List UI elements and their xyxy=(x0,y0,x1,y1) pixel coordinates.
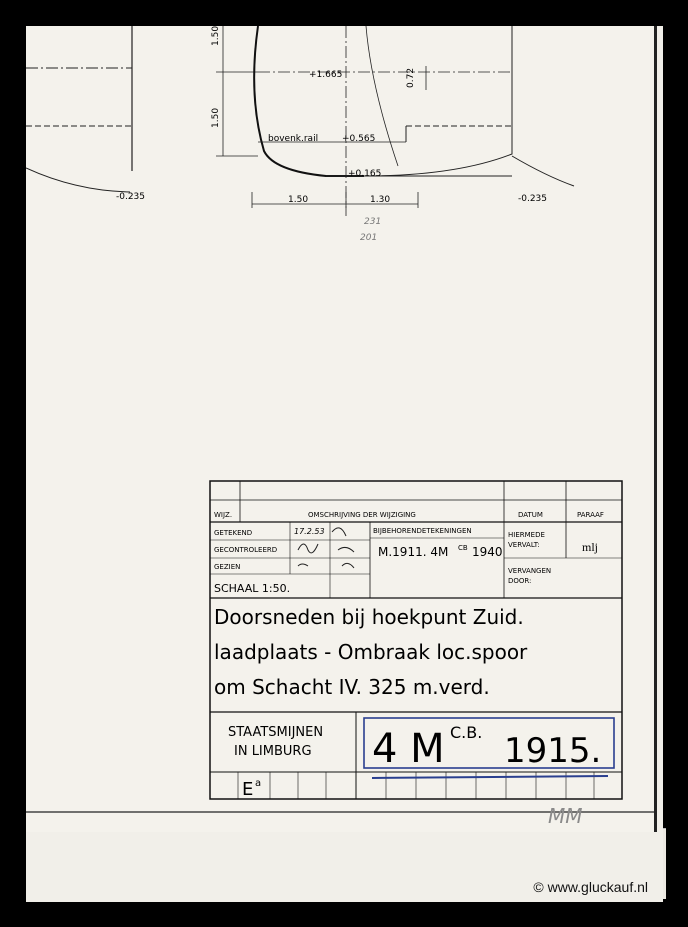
title-line-1: Doorsneden bij hoekpunt Zuid. xyxy=(214,605,524,629)
header-paraaf: PARAAF xyxy=(577,511,604,519)
label-hiermede: HIERMEDE xyxy=(508,531,545,539)
label-vervalt: VERVALT: xyxy=(508,541,540,549)
bijbehorende-value: M.1911. 4M xyxy=(378,545,449,559)
drawing-number-main: 4 M xyxy=(372,726,445,772)
title-block xyxy=(210,481,622,800)
label-schaal: SCHAAL 1:50. xyxy=(214,582,291,595)
dim-text: +0.165 xyxy=(348,169,382,179)
dim-text: 1.50 xyxy=(211,26,221,46)
sheet-code: E xyxy=(242,779,254,800)
label-gecontroleerd: GECONTROLEERD xyxy=(214,546,278,554)
pencil-note: 201 xyxy=(360,233,378,243)
dim-text: -0.235 xyxy=(116,192,146,202)
arc-right xyxy=(512,156,574,186)
title-line-2: laadplaats - Ombraak loc.spoor xyxy=(214,640,528,664)
header-omschrijving: OMSCHRIJVING DER WIJZIGING xyxy=(308,511,416,519)
pencil-note: 231 xyxy=(364,217,382,227)
label-vervangen: VERVANGEN xyxy=(508,567,552,575)
dim-text: +1.665 xyxy=(309,70,343,80)
bijbehorende-super: CB xyxy=(458,544,468,552)
arc-left xyxy=(26,168,130,192)
title-line-3: om Schacht IV. 325 m.verd. xyxy=(214,675,490,699)
drawing-number-super: C.B. xyxy=(450,723,483,742)
rail-label: bovenk.rail xyxy=(268,134,319,144)
label-door: DOOR: xyxy=(508,577,532,585)
header-wijz: WIJZ. xyxy=(214,511,233,519)
profile-inner xyxy=(366,26,398,166)
label-getekend: GETEKEND xyxy=(214,529,253,537)
dim-text: +0.565 xyxy=(342,134,376,144)
paraaf-hand: mlj xyxy=(582,540,599,554)
drawing-area xyxy=(26,26,657,832)
company-line-2: IN LIMBURG xyxy=(234,744,312,759)
bijbehorende-tail: 1940 xyxy=(472,545,503,559)
dim-text: 1.50 xyxy=(288,195,309,205)
label-gezien: GEZIEN xyxy=(214,563,241,571)
header-datum: DATUM xyxy=(518,511,543,519)
technical-drawing xyxy=(26,26,654,832)
pencil-mark: MM xyxy=(548,804,583,828)
profile-right xyxy=(364,26,512,176)
dim-text: -0.235 xyxy=(518,194,548,204)
sheet-code-super: a xyxy=(255,778,262,789)
dim-text: 0.72 xyxy=(406,67,416,88)
drawing-number-tail: 1915. xyxy=(504,731,602,771)
profile-outline xyxy=(254,26,364,176)
dim-text: 1.30 xyxy=(370,195,391,205)
blue-underline xyxy=(372,776,608,778)
company-line-1: STAATSMIJNEN xyxy=(228,725,324,740)
label-bijbehorende: BIJBEHORENDETEKENINGEN xyxy=(373,527,472,535)
drawing-sheet xyxy=(26,26,663,902)
getekend-date: 17.2.53 xyxy=(294,527,325,536)
dim-text: 1.50 xyxy=(211,107,221,128)
watermark-text: © www.gluckauf.nl xyxy=(533,879,648,895)
